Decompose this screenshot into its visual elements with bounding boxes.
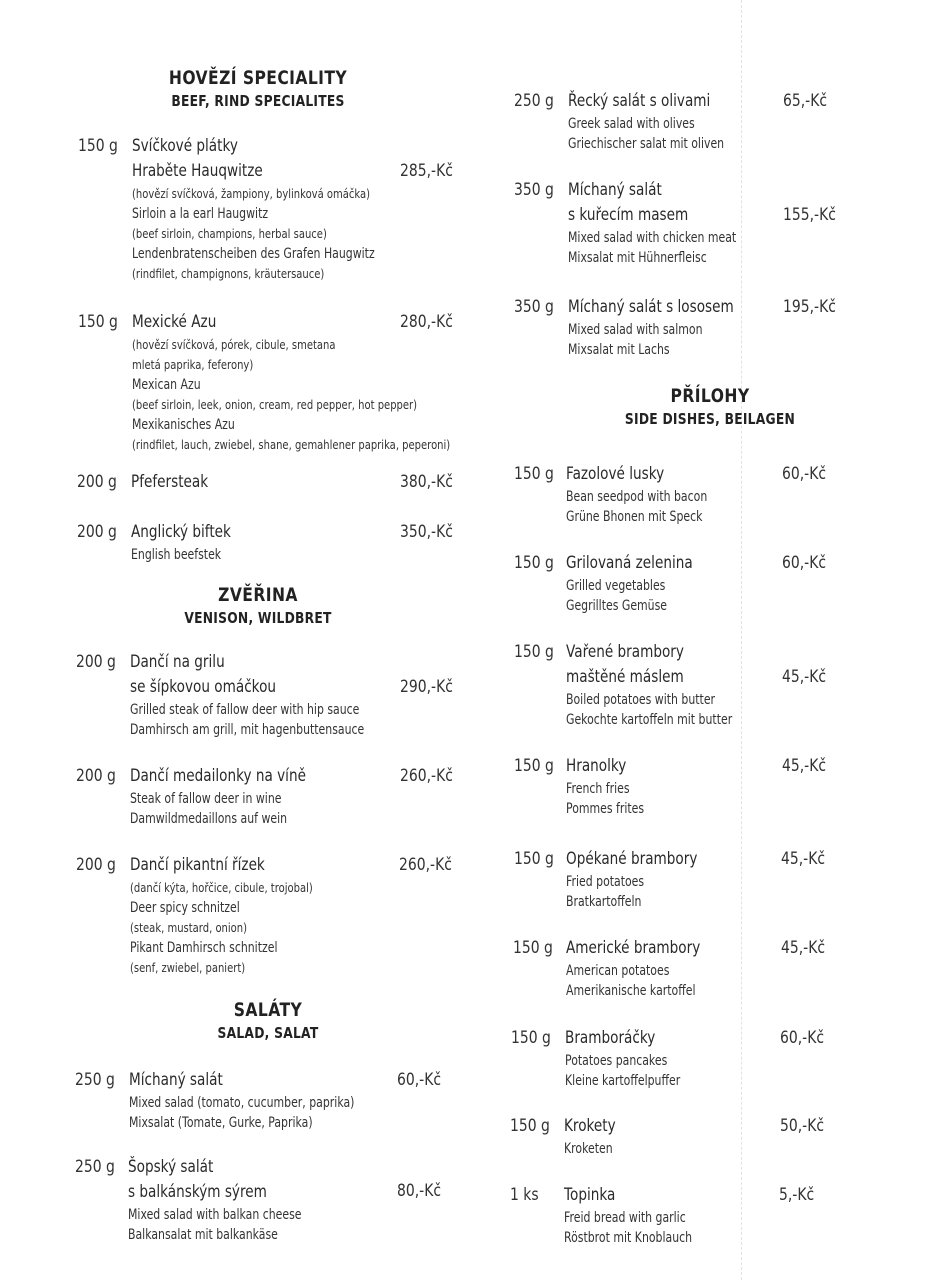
section-heading-side-dishes xyxy=(560,384,860,430)
item-weight: 150 g xyxy=(514,756,554,776)
item-ingredients: (senf, zwiebel, paniert) xyxy=(130,960,246,975)
item-weight: 200 g xyxy=(76,855,116,875)
item-weight: 250 g xyxy=(514,91,554,111)
item-description: American potatoes xyxy=(566,963,670,979)
item-description: English beefstek xyxy=(131,547,222,563)
item-weight: 150 g xyxy=(514,553,554,573)
item-name: Mexické Azu xyxy=(132,312,217,332)
item-ingredients: (beef sirloin, champions, herbal sauce) xyxy=(132,226,327,241)
item-ingredients: (rindfilet, champignons, kräutersauce) xyxy=(132,266,325,281)
item-description: Fried potatoes xyxy=(566,874,645,890)
item-weight: 150 g xyxy=(78,312,118,332)
item-weight: 350 g xyxy=(514,297,554,317)
item-name: se šípkovou omáčkou xyxy=(130,677,277,697)
item-description: Boiled potatoes with butter xyxy=(566,692,716,708)
item-price: 60,-Kč xyxy=(780,1028,825,1048)
item-description: Kroketen xyxy=(564,1141,613,1157)
item-description: Pommes frites xyxy=(566,801,645,817)
item-description: Greek salad with olives xyxy=(568,116,695,132)
section-title: ZVĚŘINA xyxy=(218,584,298,606)
item-price: 350,-Kč xyxy=(400,522,453,542)
item-description: Grilled vegetables xyxy=(566,578,666,594)
item-description: Röstbrot mit Knoblauch xyxy=(564,1230,693,1246)
section-heading-beef xyxy=(0,66,516,112)
item-price: 380,-Kč xyxy=(400,472,453,492)
section-heading-venison xyxy=(0,583,516,629)
item-description: Deer spicy schnitzel xyxy=(130,900,240,916)
item-price: 45,-Kč xyxy=(782,667,827,687)
item-description: Mixed salad with chicken meat xyxy=(568,230,737,246)
section-title: HOVĚZÍ SPECIALITY xyxy=(168,67,348,89)
item-price: 155,-Kč xyxy=(783,205,836,225)
item-price: 285,-Kč xyxy=(400,161,453,181)
item-name: Topinka xyxy=(564,1185,616,1205)
item-ingredients: (hovězí svíčková, žampiony, bylinková omáčka) xyxy=(132,186,371,201)
item-weight: 150 g xyxy=(514,849,554,869)
item-weight: 250 g xyxy=(75,1157,115,1177)
item-ingredients: (rindfilet, lauch, zwiebel, shane, gemahlener paprika, peperoni) xyxy=(132,437,451,452)
item-name: Míchaný salát xyxy=(129,1070,223,1090)
item-description: Bratkartoffeln xyxy=(566,894,642,910)
item-weight: 1 ks xyxy=(510,1185,539,1205)
item-description: Gegrilltes Gemüse xyxy=(566,598,668,614)
item-ingredients: (hovězí svíčková, pórek, cibule, smetana xyxy=(132,337,336,352)
item-weight: 250 g xyxy=(75,1070,115,1090)
item-description: Mixed salad (tomato, cucumber, paprika) xyxy=(129,1095,355,1111)
section-subtitle: SALAD, SALAT xyxy=(217,1024,319,1042)
item-price: 5,-Kč xyxy=(779,1185,815,1205)
item-name: Dančí pikantní řízek xyxy=(130,855,265,875)
item-weight: 200 g xyxy=(76,652,116,672)
item-name: Grilovaná zelenina xyxy=(566,553,693,573)
item-description: Grüne Bhonen mit Speck xyxy=(566,509,703,525)
item-description: Mixsalat mit Lachs xyxy=(568,342,670,358)
item-weight: 150 g xyxy=(511,1028,551,1048)
section-title: PŘÍLOHY xyxy=(670,385,750,407)
item-description: Potatoes pancakes xyxy=(565,1053,668,1069)
item-name: Opékané brambory xyxy=(566,849,698,869)
item-description: Bean seedpod with bacon xyxy=(566,489,708,505)
item-name: Řecký salát s olivami xyxy=(568,91,711,111)
item-name: Dančí medailonky na víně xyxy=(130,766,306,786)
item-description: Mixed salad with salmon xyxy=(568,322,703,338)
item-price: 45,-Kč xyxy=(782,756,827,776)
item-price: 260,-Kč xyxy=(399,855,452,875)
item-weight: 150 g xyxy=(513,938,553,958)
item-price: 195,-Kč xyxy=(783,297,836,317)
item-name: maštěné máslem xyxy=(566,667,684,687)
item-description: Mexikanisches Azu xyxy=(132,417,235,433)
item-description: Lendenbratenscheiben des Grafen Haugwitz xyxy=(132,246,375,262)
item-description: Sirloin a la earl Haugwitz xyxy=(132,206,269,222)
item-description: Amerikanische kartoffel xyxy=(566,983,696,999)
item-name: Anglický biftek xyxy=(131,522,231,542)
item-weight: 150 g xyxy=(510,1116,550,1136)
item-price: 80,-Kč xyxy=(397,1181,442,1201)
item-description: Kleine kartoffelpuffer xyxy=(565,1073,681,1089)
item-description: Mixsalat mit Hühnerfleisc xyxy=(568,250,707,266)
section-title: SALÁTY xyxy=(233,999,303,1021)
item-price: 60,-Kč xyxy=(782,553,827,573)
item-weight: 350 g xyxy=(514,180,554,200)
item-price: 280,-Kč xyxy=(400,312,453,332)
item-name: Svíčkové plátky xyxy=(132,136,238,156)
item-name: Hraběte Hauqwitze xyxy=(132,161,263,181)
item-description: Pikant Damhirsch schnitzel xyxy=(130,940,278,956)
item-name: s kuřecím masem xyxy=(568,205,689,225)
item-weight: 200 g xyxy=(77,522,117,542)
item-price: 290,-Kč xyxy=(400,677,453,697)
item-name: Pfefersteak xyxy=(131,472,209,492)
item-price: 45,-Kč xyxy=(781,849,826,869)
item-weight: 150 g xyxy=(514,464,554,484)
item-price: 60,-Kč xyxy=(397,1070,442,1090)
item-description: French fries xyxy=(566,781,630,797)
item-name: s balkánským sýrem xyxy=(128,1182,267,1202)
item-name: Krokety xyxy=(564,1116,616,1136)
section-subtitle: VENISON, WILDBRET xyxy=(184,609,332,627)
item-name: Americké brambory xyxy=(566,938,701,958)
item-weight: 150 g xyxy=(514,642,554,662)
item-weight: 200 g xyxy=(77,472,117,492)
item-price: 45,-Kč xyxy=(781,938,826,958)
section-subtitle: BEEF, RIND SPECIALITES xyxy=(171,92,345,110)
section-subtitle: SIDE DISHES, BEILAGEN xyxy=(624,410,796,428)
item-price: 65,-Kč xyxy=(783,91,828,111)
item-description: Mixed salad with balkan cheese xyxy=(128,1207,302,1223)
item-description: Gekochte kartoffeln mit butter xyxy=(566,712,733,728)
item-price: 260,-Kč xyxy=(400,766,453,786)
item-name: Hranolky xyxy=(566,756,627,776)
item-description: Grilled steak of fallow deer with hip sauce xyxy=(130,702,360,718)
item-weight: 150 g xyxy=(78,136,118,156)
item-description: Damwildmedaillons auf wein xyxy=(130,811,288,827)
item-description: Freid bread with garlic xyxy=(564,1210,686,1226)
item-price: 60,-Kč xyxy=(782,464,827,484)
item-weight: 200 g xyxy=(76,766,116,786)
item-description: Steak of fallow deer in wine xyxy=(130,791,282,807)
item-name: Dančí na grilu xyxy=(130,652,225,672)
item-name: Míchaný salát s lososem xyxy=(568,297,734,317)
item-description: Mexican Azu xyxy=(132,377,201,393)
item-description: Damhirsch am grill, mit hagenbuttensauce xyxy=(130,722,365,738)
item-description: Balkansalat mit balkankäse xyxy=(128,1227,278,1243)
item-price: 50,-Kč xyxy=(780,1116,825,1136)
item-ingredients: mletá paprika, feferony) xyxy=(132,357,254,372)
item-ingredients: (steak, mustard, onion) xyxy=(130,920,248,935)
item-name: Fazolové lusky xyxy=(566,464,665,484)
item-name: Vařené brambory xyxy=(566,642,684,662)
item-name: Šopský salát xyxy=(128,1157,214,1177)
section-heading-salads xyxy=(0,998,536,1044)
item-ingredients: (beef sirloin, leek, onion, cream, red pepper, hot pepper) xyxy=(132,397,418,412)
item-name: Bramboráčky xyxy=(565,1028,656,1048)
item-description: Griechischer salat mit oliven xyxy=(568,136,725,152)
item-ingredients: (dančí kýta, hořčice, cibule, trojobal) xyxy=(130,880,313,895)
item-description: Mixsalat (Tomate, Gurke, Paprika) xyxy=(129,1115,313,1131)
item-name: Míchaný salát xyxy=(568,180,662,200)
